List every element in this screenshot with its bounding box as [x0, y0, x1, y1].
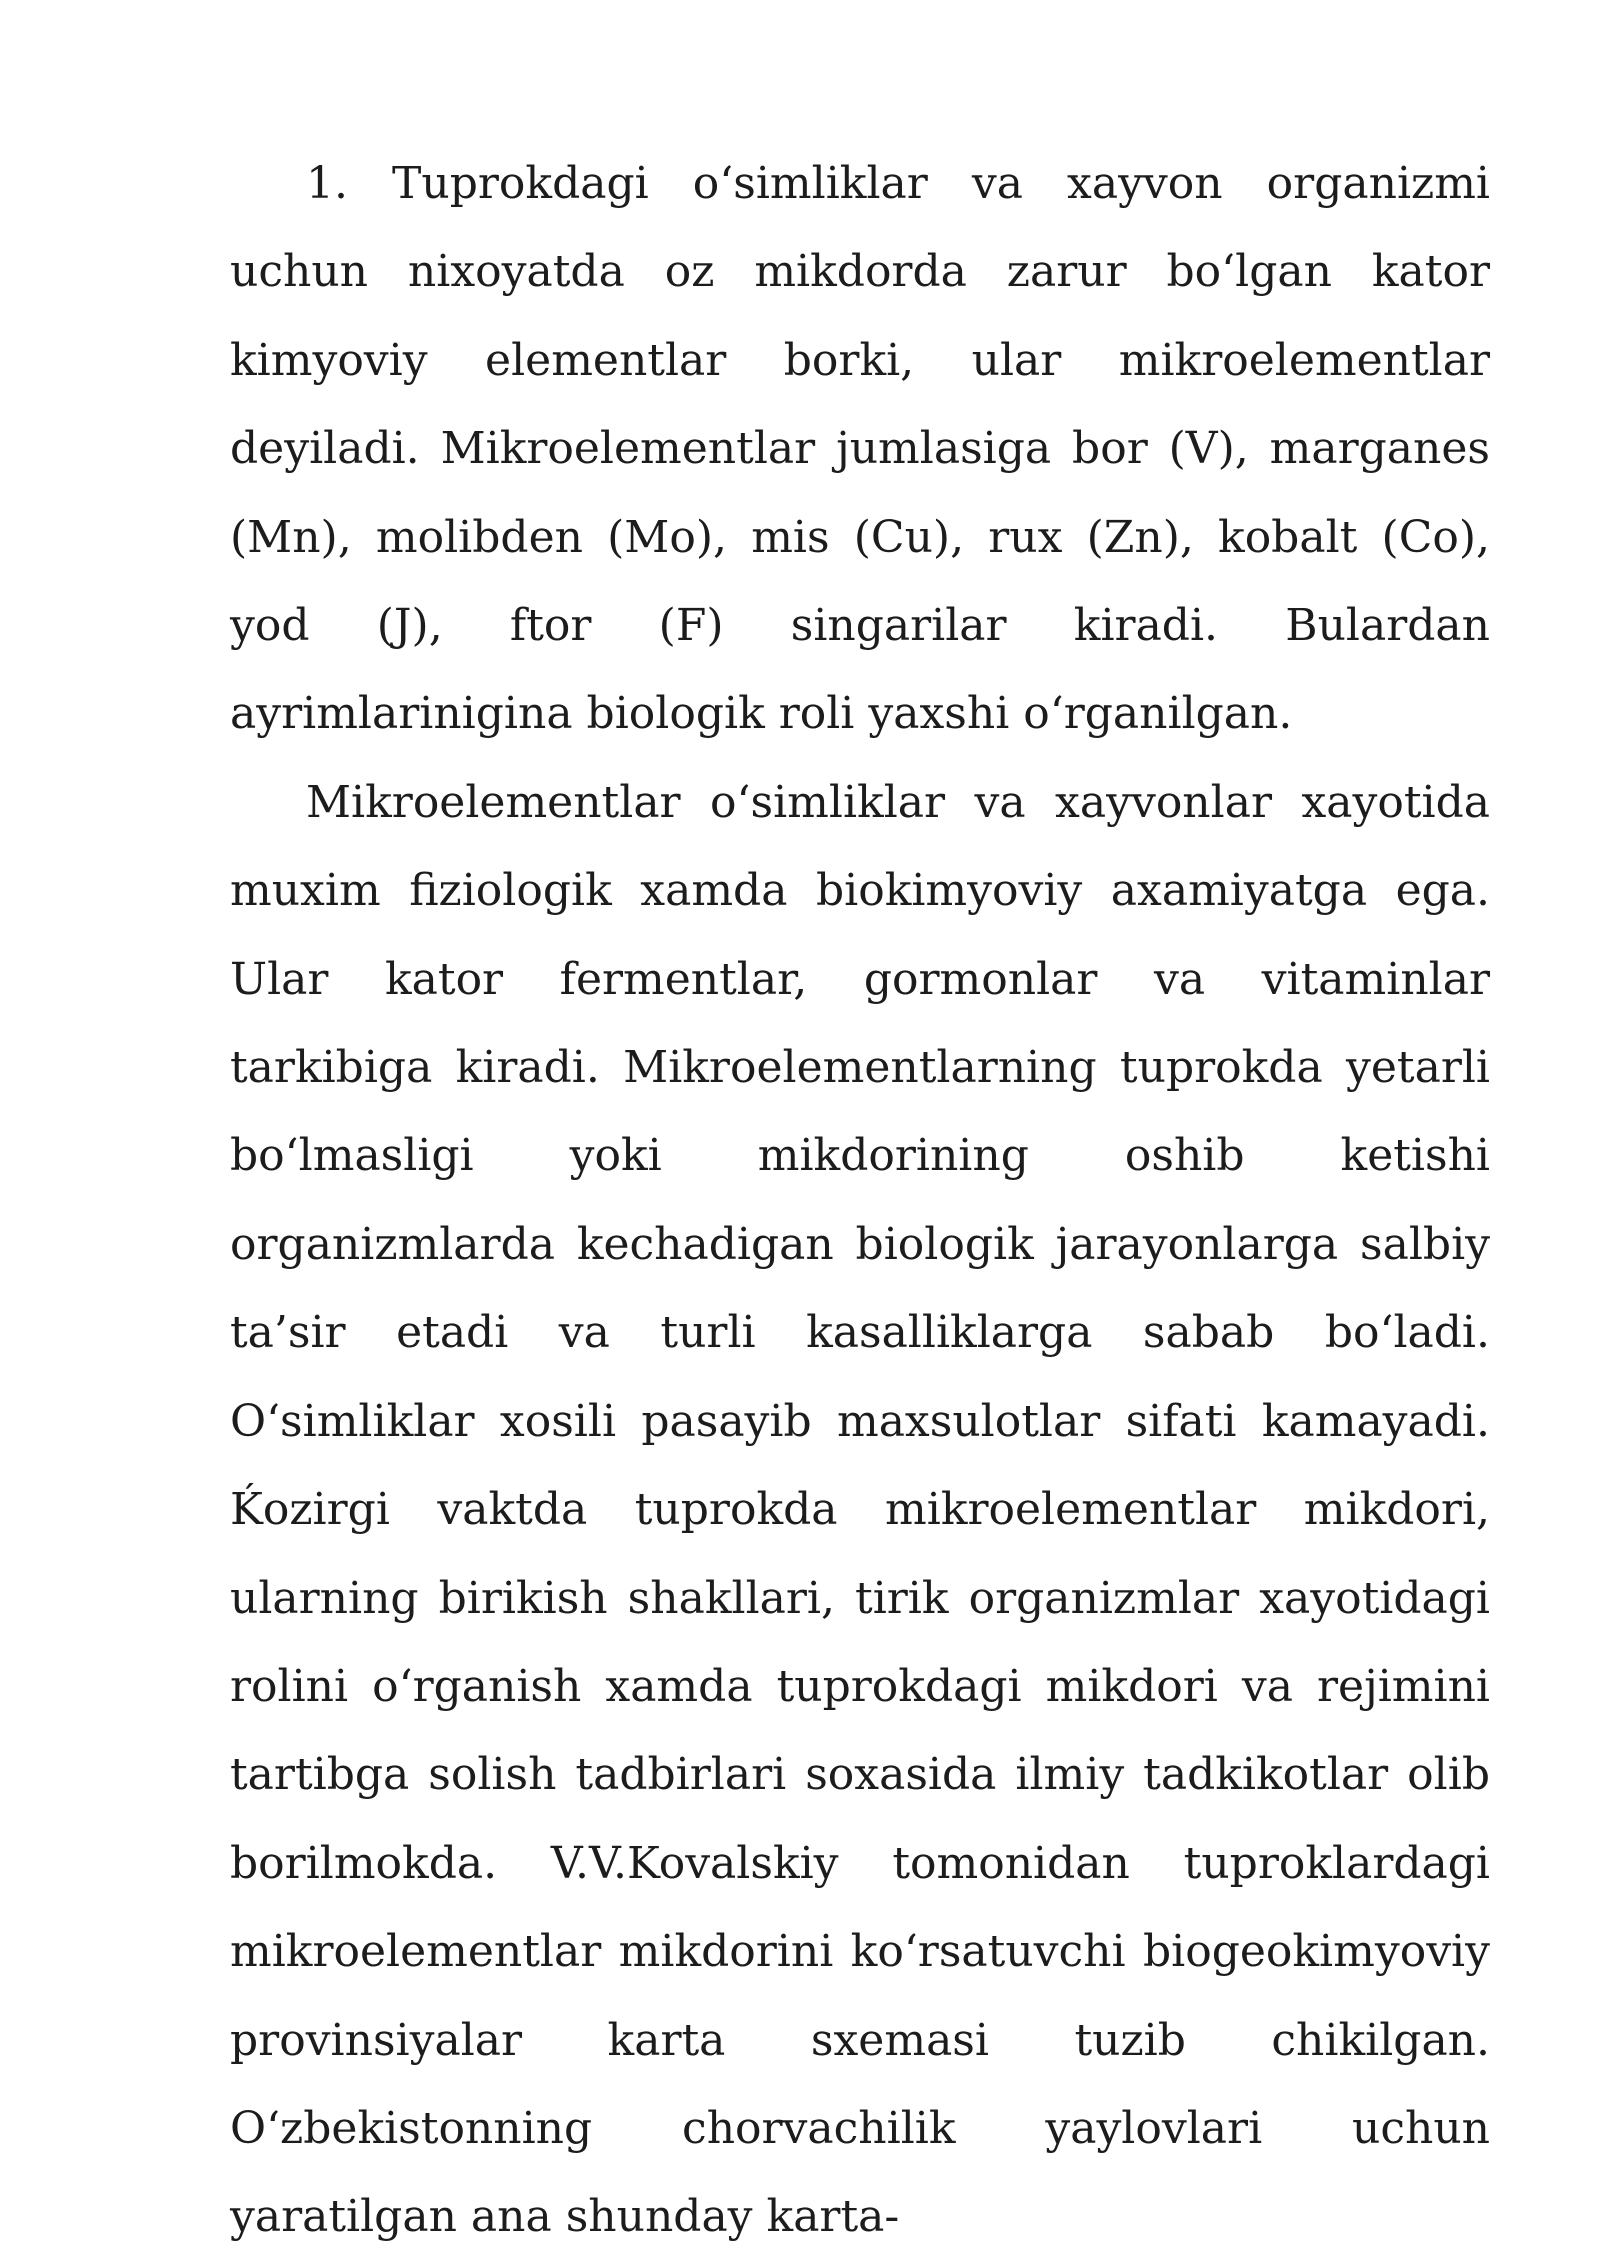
- paragraph-1: 1. Tuprokdagi o‘simliklar va xayvon organizmi uchun nixoyatda oz mikdorda zarur bo‘lgan kator kimyoviy elementlar borki, ular mikroelementlar deyiladi. Mikroelementlar jumlasiga bor (V), marganes (Mn), molibden (Mo), mis (Cu), rux (Zn), kobalt (Co), yod (J), ftor (F) singarilar kiradi. Bulardan ayrimlarinigina biologik roli yaxshi o‘rganilgan.: [230, 158, 1490, 740]
- paragraph-2: Mikroelementlar o‘simliklar va xayvonlar xayotida muxim fiziologik xamda biokimyoviy axamiyatga ega. Ular kator fermentlar, gormonlar va vitaminlar tarkibiga kiradi. Mikroelementlarning tuprokda yetarli bo‘lmasligi yoki mikdorining oshib ketishi organizmlarda kechadigan biologik jarayonlarga salbiy ta’sir etadi va turli kasalliklarga sabab bo‘ladi. O‘simliklar xosili pasayib maxsulotlar sifati kamayadi. Ḱozirgi vaktda tuprokda mikroelementlar mikdori, ularning birikish shakllari, tirik organizmlar xayotidagi rolini o‘rganish xamda tuprokdagi mikdori va rejimini tartibga solish tadbirlari soxasida ilmiy tadkikotlar olib borilmokda. V.V.Kovalskiy tomonidan tuproklardagi mikroelementlar mikdorini ko‘rsatuvchi biogeokimyoviy provinsiyalar karta sxemasi tuzib chikilgan. O‘zbekistonning chorvachilik yaylovlari uchun yaratilgan ana shunday karta-: [230, 776, 1490, 2243]
- document-body: [230, 140, 1490, 2262]
